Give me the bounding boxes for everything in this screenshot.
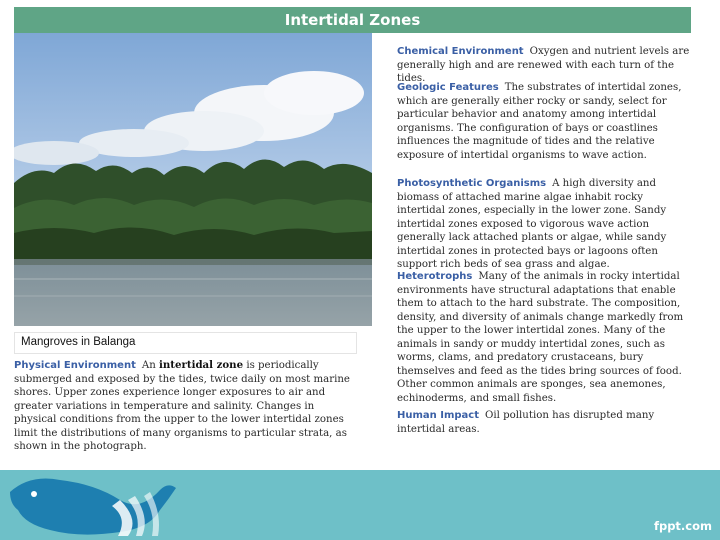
heterotrophs-section (397, 270, 693, 405)
chemical-environment-section (397, 45, 693, 86)
mangrove-photo (14, 33, 372, 326)
heterotrophs-text: Many of the animals in rocky intertidal environments have structural adaptations that enable them to attach to the hard substrate. The composition, density, and diversity of animals change markedly from the upper to the lower intertidal zones. Many of the animals in sandy or muddy intertidal zones, such as worms, clams, and predatory crustaceans, bury themselves and feed as the tides bring sources of food. Other common animals are sponges, sea anemones, echinoderms, and small fishes. (397, 271, 684, 404)
geologic-features-heading: Geologic Features (397, 82, 499, 93)
photo-caption (14, 332, 357, 354)
photosynthetic-organisms-heading: Photosynthetic Organisms (397, 178, 547, 189)
physical-environment-text: is periodically submerged and exposed by the tides, twice daily on most marine shores. Upper zones experience longer exposures to air and greater variations in temperature and salinity. Changes in physical conditions from the upper to the lower intertidal zones limit the distributions of many organisms to particular strata, as shown in the photograph. (14, 360, 350, 452)
photo-caption-text: Mangroves in Balanga (21, 336, 136, 348)
intertidal-zone-term: intertidal zone (159, 359, 244, 371)
physical-environment-pre: An (141, 360, 156, 371)
chemical-environment-heading: Chemical Environment (397, 46, 524, 57)
human-impact-heading: Human Impact (397, 410, 480, 421)
brand-logo-text: fppt.com (653, 519, 712, 533)
human-impact-section (397, 409, 693, 436)
human-impact-text: Oil pollution has disrupted many intertidal areas. (397, 410, 655, 435)
geologic-features-section (397, 81, 693, 162)
geologic-features-text: The substrates of intertidal zones, which are generally either rocky or sandy, select for particular behavior and anatomy among intertidal organisms. The configuration of bays or coastlines influences the magnitude of tides and the relative exposure of intertidal organisms to wave action. (397, 82, 682, 161)
title-bar (14, 7, 691, 33)
physical-environment-heading: Physical Environment (14, 360, 136, 371)
whale-icon (0, 470, 190, 540)
chemical-environment-text: Oxygen and nutrient levels are generally high and are renewed with each turn of the tides. (397, 46, 690, 84)
photosynthetic-organisms-section (397, 177, 693, 272)
photosynthetic-organisms-text: A high diversity and biomass of attached marine algae inhabit rocky intertidal zones, especially in the lower zone. Sandy intertidal zones exposed to vigorous wave action generally lack attached plants or algae, while sandy intertidal zones in protected bays or lagoons often support rich beds of sea grass and algae. (397, 178, 667, 270)
slide-title: Intertidal Zones (284, 11, 421, 29)
physical-environment-section (14, 359, 354, 454)
heterotrophs-heading: Heterotrophs (397, 271, 473, 282)
